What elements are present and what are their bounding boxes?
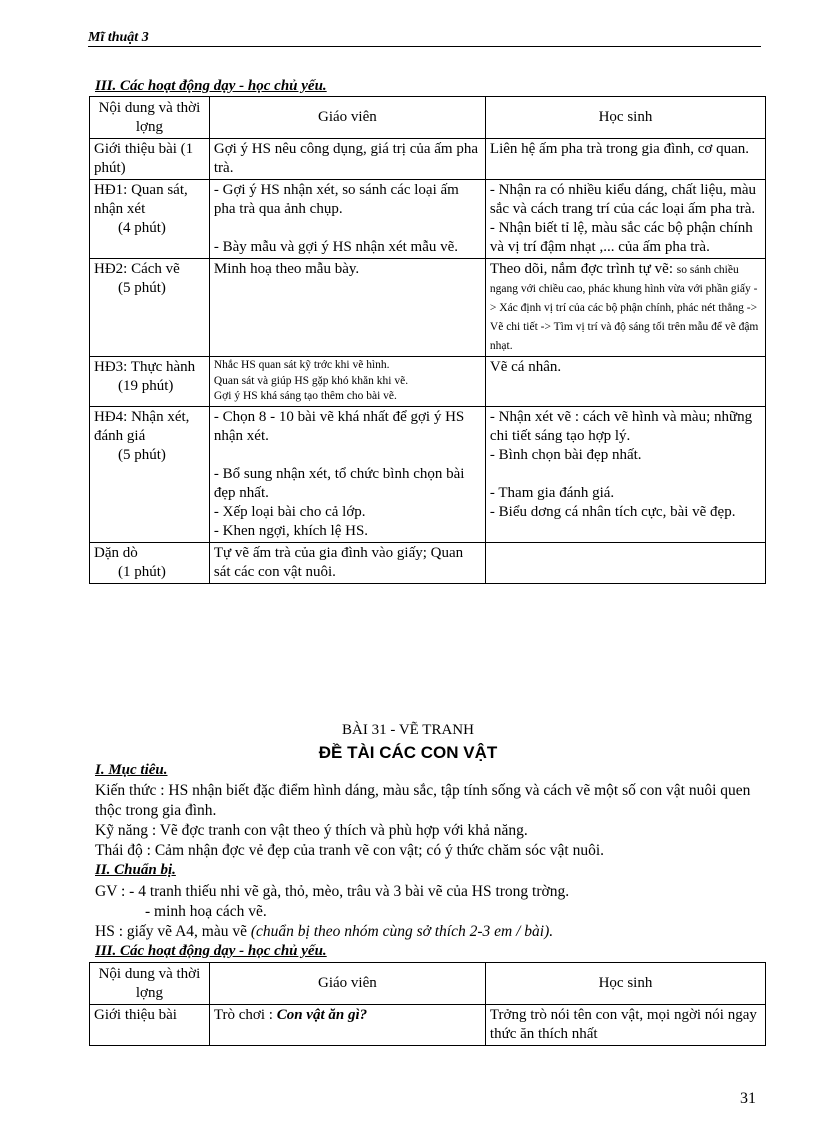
row-content: Giới thiệu bài (1 phút) — [90, 139, 210, 180]
row-content: Giới thiệu bài — [90, 1005, 210, 1046]
col-header-content: Nội dung và thời lợng — [90, 963, 210, 1005]
header-rule — [88, 46, 761, 47]
col-header-student: Học sinh — [485, 963, 765, 1005]
table-row — [90, 180, 766, 259]
row-student: Theo dõi, nắm đợc trình tự vẽ: so sánh chiều ngang với chiều cao, phác khung hình vừa với phần giấy -> Xác định vị trí của các bộ phận chính, phác nét thẳng -> Vẽ chi tiết -> Tìm vị trí và độ sáng tối trên mẫu để vẽ đậm nhạt. — [485, 259, 765, 357]
preparation-text: GV : - 4 tranh thiếu nhi vẽ gà, thỏ, mèo, trâu và 3 bài vẽ của HS trong trờng. - minh hoạ cách vẽ. HS : giấy vẽ A4, màu vẽ (chuẩn bị theo nhóm cùng sở thích 2-3 em / bài). — [95, 883, 570, 940]
row-student: - Nhận xét vẽ : cách vẽ hình và màu; những chi tiết sáng tạo hợp lý. - Bình chọn bài đẹp nhất. - Tham gia đánh giá. - Biểu dơng cá nhân tích cực, bài vẽ đẹp. — [485, 406, 765, 542]
row-teacher: Gợi ý HS nêu công dụng, giá trị của ấm pha trà. — [209, 139, 485, 180]
row-student — [485, 542, 765, 583]
row-teacher: Trò chơi : Con vật ăn gì? — [209, 1005, 485, 1046]
lesson-subtitle: ĐỀ TÀI CÁC CON VẬT — [318, 743, 498, 762]
row-student: Trởng trò nói tên con vật, mọi ngời nói ngay thức ăn thích nhất — [485, 1005, 765, 1046]
section-heading-activities-2: III. Các hoạt động dạy - học chủ yếu. — [95, 943, 327, 959]
col-header-content: Nội dung và thời lợng — [90, 97, 210, 139]
col-header-teacher: Giáo viên — [209, 97, 485, 139]
row-teacher: Minh hoạ theo mẫu bày. — [209, 259, 485, 357]
row-content: HĐ3: Thực hành (19 phút) — [90, 357, 210, 407]
table-row — [90, 1005, 766, 1046]
row-student: Vẽ cá nhân. — [485, 357, 765, 407]
table-row — [90, 542, 766, 583]
table-row — [90, 139, 766, 180]
table-row — [90, 357, 766, 407]
row-content: HĐ2: Cách vẽ (5 phút) — [90, 259, 210, 357]
row-teacher: - Gợi ý HS nhận xét, so sánh các loại ấm pha trà qua ảnh chụp. - Bày mẫu và gợi ý HS nhận xét mẫu vẽ. — [209, 180, 485, 259]
objectives-text: Kiến thức : HS nhận biết đặc điểm hình dáng, màu sắc, tập tính sống và cách vẽ một số con vật nuôi quen thộc trong gia đình. Kỹ năng : Vẽ đợc tranh con vật theo ý thích và phù hợp với khả năng. Thái độ : Cảm nhận đợc vẻ đẹp của tranh vẽ con vật; có ý thức chăm sóc vật nuôi. — [95, 782, 751, 859]
section-heading-preparation: II. Chuẩn bị. — [95, 862, 176, 878]
section-heading-activities: III. Các hoạt động dạy - học chủ yếu. — [95, 78, 327, 94]
table-row — [90, 259, 766, 357]
col-header-student: Học sinh — [485, 97, 765, 139]
row-content: Dặn dò (1 phút) — [90, 542, 210, 583]
lesson-title: BÀI 31 - VẼ TRANH — [342, 722, 474, 738]
row-teacher: - Chọn 8 - 10 bài vẽ khá nhất để gợi ý HS nhận xét. - Bổ sung nhận xét, tổ chức bình chọn bài đẹp nhất. - Xếp loại bài cho cả lớp. - Khen ngợi, khích lệ HS. — [209, 406, 485, 542]
row-student: Liên hệ ấm pha trà trong gia đình, cơ quan. — [485, 139, 765, 180]
activities-table-1 — [89, 96, 766, 584]
row-content: HĐ4: Nhận xét, đánh giá (5 phút) — [90, 406, 210, 542]
row-teacher: Tự vẽ ấm trà của gia đình vào giấy; Quan sát các con vật nuôi. — [209, 542, 485, 583]
col-header-teacher: Giáo viên — [209, 963, 485, 1005]
page-header: Mĩ thuật 3 — [88, 30, 149, 45]
section-heading-objectives: I. Mục tiêu. — [95, 762, 168, 778]
page-number: 31 — [740, 1090, 756, 1107]
activities-table-2 — [89, 962, 766, 1046]
table-row — [90, 406, 766, 542]
row-teacher: Nhắc HS quan sát kỹ trớc khi vẽ hình. Quan sát và giúp HS gặp khó khăn khi vẽ. Gợi ý HS khá sáng tạo thêm cho bài vẽ. — [209, 357, 485, 407]
row-student: - Nhận ra có nhiều kiểu dáng, chất liệu, màu sắc và cách trang trí của các loại ấm pha trà. - Nhận biết tỉ lệ, màu sắc các bộ phận chính và vị trí đậm nhạt ,... của ấm pha trà. — [485, 180, 765, 259]
row-content: HĐ1: Quan sát, nhận xét (4 phút) — [90, 180, 210, 259]
